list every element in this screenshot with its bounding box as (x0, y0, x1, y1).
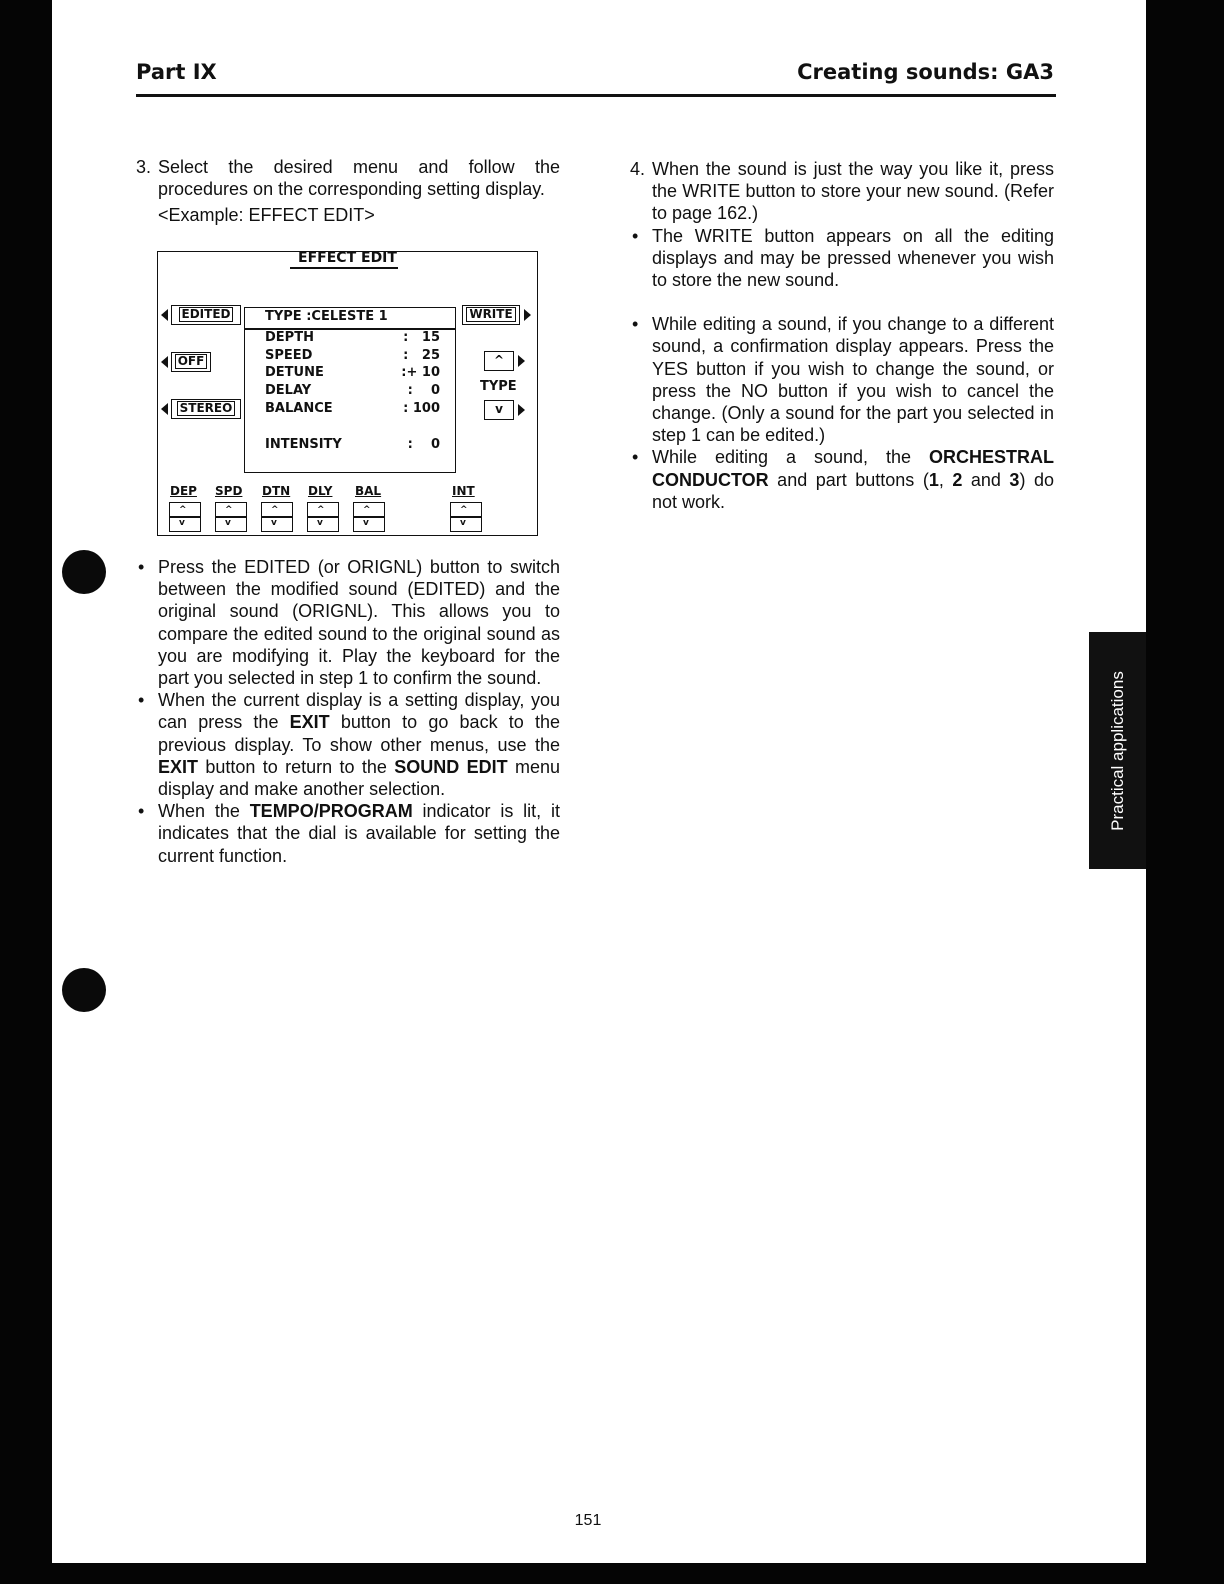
dep-updown-button[interactable] (169, 502, 201, 532)
param-speed-name: SPEED (265, 348, 313, 363)
spd-updown-button[interactable] (215, 502, 247, 532)
type-row: TYPE :CELESTE 1 (265, 309, 388, 324)
dly-updown-button[interactable] (307, 502, 339, 532)
knob-label-dtn: DTN (262, 484, 291, 498)
chevron-down-icon: v (179, 518, 185, 528)
bal-updown-button[interactable] (353, 502, 385, 532)
left-bullets (136, 556, 560, 867)
punch-hole-bottom (62, 968, 106, 1012)
bold-term: SOUND EDIT (394, 756, 508, 777)
param-detune-value: :+ 10 (401, 365, 440, 380)
type-label: TYPE (480, 379, 517, 394)
section-tab-label: Practical applications (1107, 670, 1127, 831)
edited-button-label: EDITED (179, 307, 234, 322)
bullet-text: When the current display is a setting display, you can press the (158, 690, 560, 733)
bullet-text: When the (158, 801, 250, 822)
bullet-item (136, 800, 560, 867)
bold-term: 2 (952, 469, 963, 490)
bold-term: 1 (928, 469, 939, 490)
param-balance-name: BALANCE (265, 401, 333, 416)
chevron-down-icon: v (225, 518, 231, 528)
right-arrow-icon (518, 355, 525, 367)
param-balance-value: : 100 (403, 401, 440, 416)
edited-button[interactable] (171, 305, 241, 325)
knob-label-int: INT (452, 484, 475, 498)
bold-term: 3 (1009, 469, 1020, 490)
header-rule (136, 94, 1056, 97)
bullet-text: While editing a sound, the (652, 447, 929, 468)
knob-label-dep: DEP (170, 484, 197, 498)
param-depth-value: : 15 (403, 330, 440, 345)
right-bullets (630, 225, 1054, 513)
page-edge-left (0, 0, 52, 1584)
chevron-down-icon: v (271, 518, 277, 528)
param-delay-value: : 0 (407, 383, 440, 398)
bold-term: ORCHESTRAL CONDUCTOR (652, 447, 1054, 490)
header-chapter: Creating sounds: GA3 (797, 60, 1054, 84)
dtn-updown-button[interactable] (261, 502, 293, 532)
display-title: EFFECT EDIT (298, 250, 397, 266)
param-intensity-name: INTENSITY (265, 437, 342, 452)
left-arrow-icon (161, 309, 168, 321)
chevron-up-icon: ^ (317, 505, 325, 515)
punch-hole-top (62, 550, 106, 594)
bullet-text: and (962, 469, 1010, 490)
bullet-text: , (938, 469, 953, 490)
bullet-item (630, 446, 1054, 513)
step-3-number: 3. (136, 157, 152, 177)
knob-label-bal: BAL (355, 484, 382, 498)
bold-term: TEMPO/PROGRAM (249, 801, 413, 822)
chevron-down-icon: v (317, 518, 323, 528)
bullet-text: button to return to the (198, 756, 395, 777)
bullet-text: The WRITE button appears on all the editing displays and may be pressed whenever you wish to store the new sound. (652, 225, 1054, 291)
bullet-text: button to go back to the previous display. To show other menus, use the (158, 712, 560, 755)
display-title-underline (290, 267, 398, 269)
chevron-down-icon: v (363, 518, 369, 528)
write-button-label: WRITE (466, 307, 515, 322)
param-detune-name: DETUNE (265, 365, 324, 380)
knob-label-spd: SPD (215, 484, 243, 498)
write-button[interactable] (462, 305, 520, 325)
left-column (136, 156, 560, 227)
page-number: 151 (574, 1512, 602, 1529)
chevron-up-icon: ^ (493, 353, 505, 367)
step-4-text: When the sound is just the way you like it, press the WRITE button to store your new sound. (Refer to page 162.) (652, 159, 1054, 224)
bullet-item (630, 225, 1054, 292)
param-speed-value: : 25 (403, 348, 440, 363)
step-4 (630, 158, 1054, 225)
chevron-up-icon: ^ (363, 505, 371, 515)
chevron-up-icon: ^ (179, 505, 187, 515)
knob-label-dly: DLY (308, 484, 333, 498)
off-button[interactable] (171, 352, 211, 372)
bullet-item (630, 313, 1054, 446)
bullet-item (136, 689, 560, 800)
header-part: Part IX (136, 60, 217, 84)
right-arrow-icon (518, 404, 525, 416)
section-tab (1089, 632, 1146, 869)
int-updown-button[interactable] (450, 502, 482, 532)
step-3-text: Select the desired menu and follow the procedures on the corresponding setting display. (158, 157, 560, 200)
bullet-text: ) do not work. (652, 469, 1054, 512)
type-up-button[interactable] (484, 351, 514, 371)
page-edge-right (1146, 0, 1224, 1584)
step-3 (136, 156, 560, 200)
param-depth-name: DEPTH (265, 330, 314, 345)
step-4-number: 4. (630, 159, 646, 179)
chevron-up-icon: ^ (271, 505, 279, 515)
param-intensity-value: : 0 (407, 437, 440, 452)
off-button-label: OFF (175, 354, 208, 369)
chevron-up-icon: ^ (460, 505, 468, 515)
chevron-down-icon: v (495, 402, 503, 416)
left-arrow-icon (161, 403, 168, 415)
bullet-text: Press the EDITED (or ORIGNL) button to switch between the modified sound (EDITED) and the original sound (ORIGNL). This allows you to compare the edited sound to the original sound as you are modifying it. Play the keyboard for the part you selected in step 1 to confirm the sound. (158, 557, 560, 689)
bold-term: EXIT (158, 756, 199, 777)
parameter-panel (244, 307, 456, 473)
right-arrow-icon (524, 309, 531, 321)
page-edge-bottom (0, 1563, 1224, 1584)
bullet-item (136, 556, 560, 689)
bullet-text: While editing a sound, if you change to a different sound, a confirmation display appears. Press the YES button if you wish to change the sound, or press the NO button if you wish to cancel the change. (Only a sound for the part you selected in step 1 can be edited.) (652, 314, 1054, 446)
right-column (630, 158, 1054, 513)
bullet-text: indicator is lit, it indicates that the dial is available for setting the current function. (158, 801, 561, 866)
bold-term: EXIT (289, 712, 330, 733)
param-delay-name: DELAY (265, 383, 312, 398)
stereo-button-label: STEREO (177, 401, 236, 416)
effect-edit-display (157, 251, 538, 536)
chevron-up-icon: ^ (225, 505, 233, 515)
bullet-text: and part buttons ( (768, 469, 929, 490)
type-down-button[interactable] (484, 400, 514, 420)
left-arrow-icon (161, 356, 168, 368)
example-caption: <Example: EFFECT EDIT> (158, 205, 375, 226)
chevron-down-icon: v (460, 518, 466, 528)
stereo-button[interactable] (171, 399, 241, 419)
bullet-text: menu display and make another selection. (158, 756, 560, 800)
